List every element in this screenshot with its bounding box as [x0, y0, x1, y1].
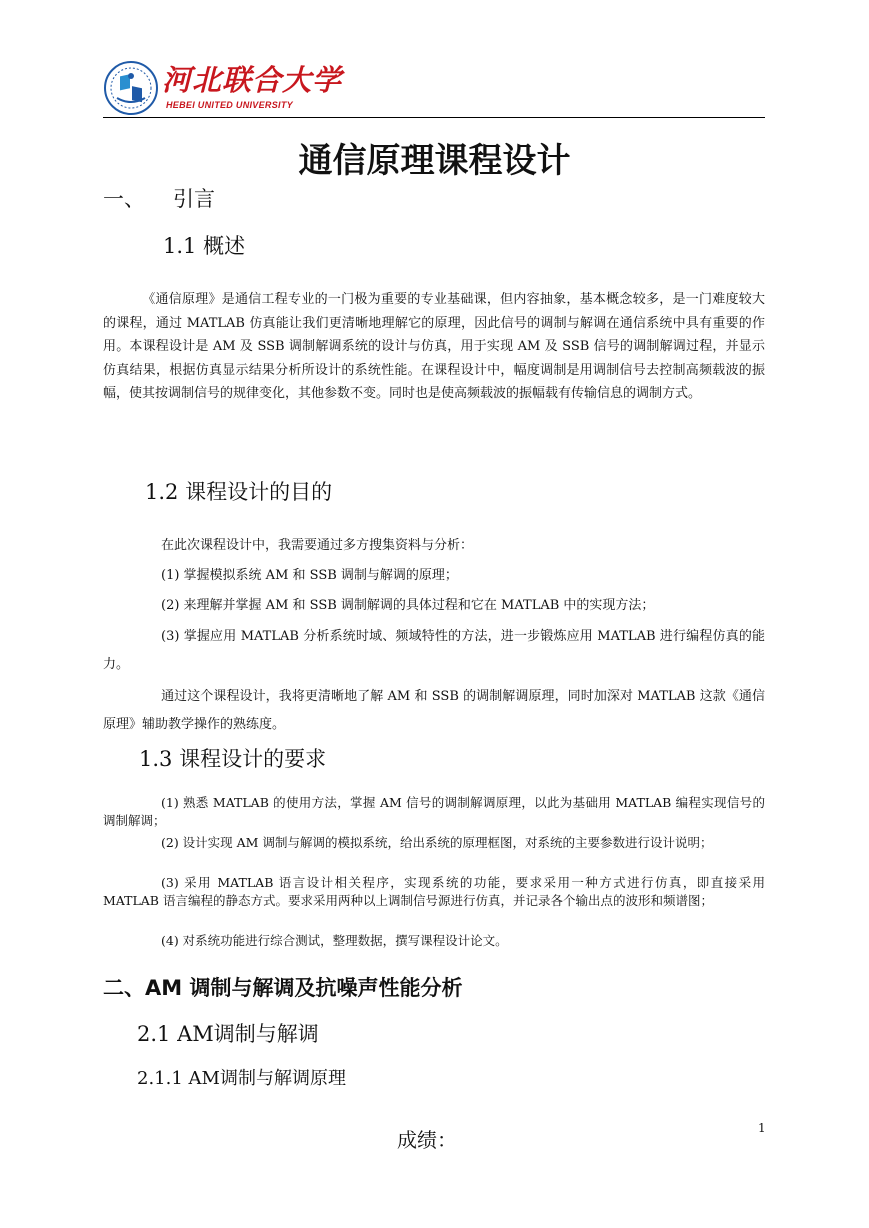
- section-1-2-heading: 1.2 课程设计的目的: [145, 480, 333, 504]
- purpose-item-3: [103, 623, 765, 679]
- purpose-item-1: [103, 564, 765, 588]
- purpose-closing-text: 通过这个课程设计，我将更清晰地了解 AM 和 SSB 的调制解调原理，同时加深对 MATLAB 这款《通信原理》辅助教学操作的熟练度。: [103, 689, 765, 732]
- overview-text: 《通信原理》是通信工程专业的一门极为重要的专业基础课，但内容抽象，基本概念较多，是一门难度较大的课程，通过 MATLAB 仿真能让我们更清晰地理解它的原理，因此信号的调制与解调在通信系统中具有重要的作用。本课程设计是 AM 及 SSB 调制解调系统的设计与仿真，用于实现 AM 及 SSB 信号的调制解调过程，并显示仿真结果，根据仿真显示结果分析所设计的系统性能。在课程设计中，幅度调制是用调制信号去控制高频载波的振幅，使其按调制信号的规律变化，其他参数不变。同时也是使高频载波的振幅载有传输信息的调制方式。: [103, 292, 765, 401]
- purpose-item-1-text: (1) 掌握模拟系统 AM 和 SSB 调制与解调的原理；: [161, 568, 458, 583]
- requirement-item-1: [103, 794, 765, 830]
- overview-paragraph: [103, 288, 765, 406]
- requirement-item-3-text: (3) 采用 MATLAB 语言设计相关程序，实现系统的功能，要求采用一种方式进行仿真，即直接采用 MATLAB 语言编程的静态方式。要求采用两种以上调制信号源进行仿真，并记录各个输出点的波形和频谱图；: [103, 875, 765, 908]
- page-number: 1: [758, 1121, 766, 1135]
- purpose-item-3-text: (3) 掌握应用 MATLAB 分析系统时域、频域特性的方法，进一步锻炼应用 MATLAB 进行编程仿真的能力。: [103, 629, 765, 672]
- purpose-intro: [103, 534, 765, 558]
- requirement-item-4-text: (4) 对系统功能进行综合测试，整理数据，撰写课程设计论文。: [161, 933, 508, 948]
- university-name-cn: 河北联合大学: [162, 63, 343, 97]
- requirement-item-3: [103, 874, 765, 910]
- requirement-item-2: [103, 834, 765, 852]
- section-2-heading: 二、AM 调制与解调及抗噪声性能分析: [103, 976, 463, 1000]
- section-2-1-1-heading: 2.1.1 AM调制与解调原理: [137, 1068, 346, 1089]
- section-1-title: 引言: [173, 187, 215, 211]
- requirement-item-1-text: (1) 熟悉 MATLAB 的使用方法，掌握 AM 信号的调制解调原理，以此为基础用 MATLAB 编程实现信号的调制解调；: [103, 795, 765, 828]
- purpose-item-2: [103, 594, 765, 618]
- purpose-item-2-text: (2) 来理解并掌握 AM 和 SSB 调制解调的具体过程和它在 MATLAB 中的实现方法；: [161, 598, 655, 613]
- purpose-closing: [103, 683, 765, 739]
- university-name-en: HEBEI UNITED UNIVERSITY: [166, 100, 293, 110]
- requirement-item-2-text: (2) 设计实现 AM 调制与解调的模拟系统，给出系统的原理框图，对系统的主要参数进行设计说明；: [161, 835, 713, 850]
- header-rule: [103, 117, 765, 118]
- section-2-1-heading: 2.1 AM调制与解调: [137, 1022, 319, 1046]
- section-1-heading: [103, 186, 215, 212]
- section-1-3-heading: 1.3 课程设计的要求: [139, 747, 327, 771]
- document-title: 通信原理课程设计: [298, 141, 571, 181]
- university-emblem-icon: [103, 60, 159, 116]
- section-1-number: 一、: [103, 187, 145, 211]
- requirement-item-4: [103, 932, 765, 950]
- section-1-1-heading: 1.1 概述: [163, 234, 246, 258]
- grade-label: 成绩：: [397, 1128, 457, 1152]
- purpose-intro-text: 在此次课程设计中，我需要通过多方搜集资料与分析：: [161, 538, 474, 553]
